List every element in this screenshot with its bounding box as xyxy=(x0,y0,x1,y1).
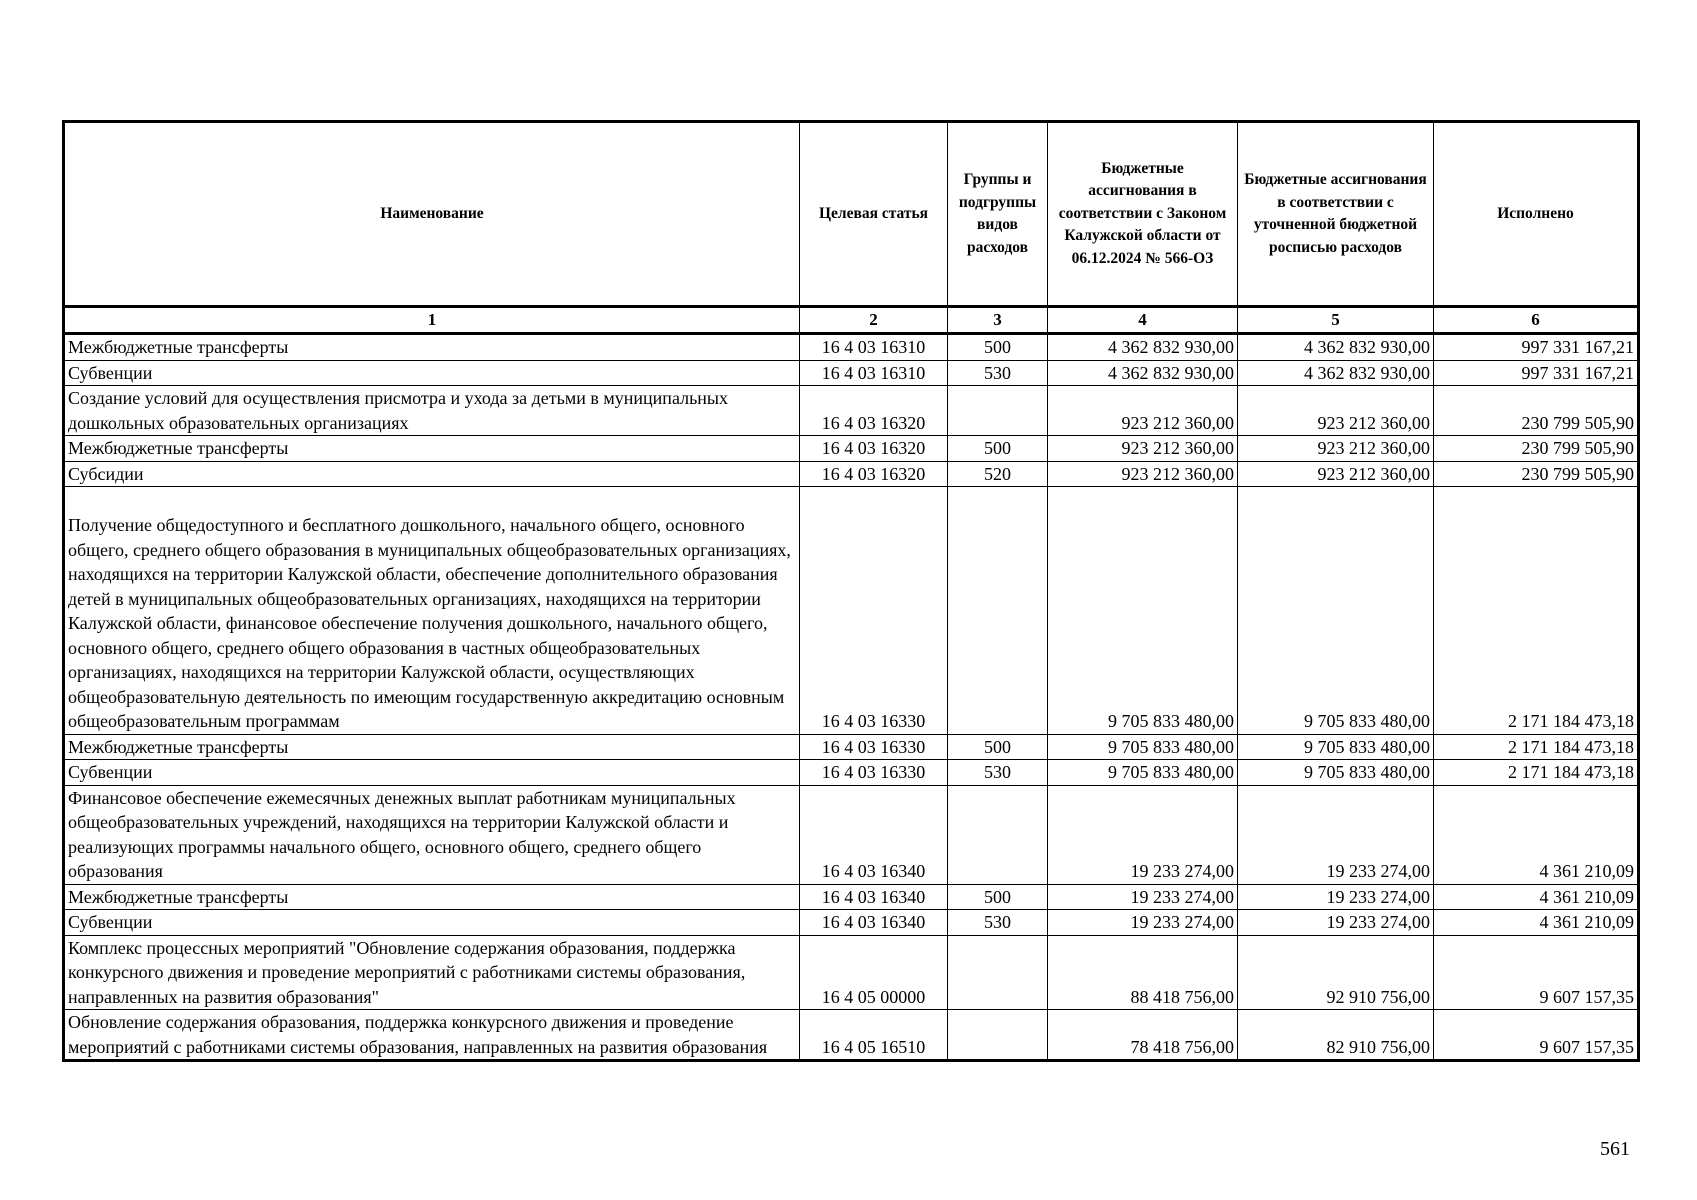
row-refined-allocation: 19 233 274,00 xyxy=(1238,910,1434,936)
row-law-allocation: 19 233 274,00 xyxy=(1048,785,1238,884)
row-law-allocation: 9 705 833 480,00 xyxy=(1048,487,1238,735)
row-law-allocation: 923 212 360,00 xyxy=(1048,461,1238,487)
header-expense-groups: Группы и подгруппы видов расходов xyxy=(948,122,1048,307)
row-name: Субвенции xyxy=(64,760,800,786)
row-expense-group: 500 xyxy=(948,734,1048,760)
row-executed: 230 799 505,90 xyxy=(1434,436,1639,462)
row-executed: 4 361 210,09 xyxy=(1434,884,1639,910)
column-number: 6 xyxy=(1434,307,1639,334)
row-expense-group: 500 xyxy=(948,884,1048,910)
row-target-article: 16 4 05 00000 xyxy=(800,935,948,1010)
row-refined-allocation: 4 362 832 930,00 xyxy=(1238,360,1434,386)
column-number: 3 xyxy=(948,307,1048,334)
row-name: Межбюджетные трансферты xyxy=(64,334,800,361)
row-expense-group: 530 xyxy=(948,760,1048,786)
row-expense-group xyxy=(948,935,1048,1010)
row-expense-group xyxy=(948,785,1048,884)
table-row xyxy=(64,386,1639,436)
row-refined-allocation: 923 212 360,00 xyxy=(1238,436,1434,462)
row-refined-allocation: 19 233 274,00 xyxy=(1238,884,1434,910)
row-executed: 997 331 167,21 xyxy=(1434,360,1639,386)
table-row xyxy=(64,910,1639,936)
table-row xyxy=(64,1010,1639,1061)
row-expense-group: 500 xyxy=(948,334,1048,361)
row-law-allocation: 9 705 833 480,00 xyxy=(1048,734,1238,760)
row-target-article: 16 4 05 16510 xyxy=(800,1010,948,1061)
row-refined-allocation: 82 910 756,00 xyxy=(1238,1010,1434,1061)
row-executed: 230 799 505,90 xyxy=(1434,386,1639,436)
row-target-article: 16 4 03 16340 xyxy=(800,884,948,910)
row-name: Субсидии xyxy=(64,461,800,487)
table-row xyxy=(64,785,1639,884)
row-expense-group: 530 xyxy=(948,360,1048,386)
row-law-allocation: 19 233 274,00 xyxy=(1048,884,1238,910)
row-expense-group: 530 xyxy=(948,910,1048,936)
column-number-row xyxy=(64,307,1639,334)
row-target-article: 16 4 03 16340 xyxy=(800,910,948,936)
table-row xyxy=(64,360,1639,386)
row-name: Межбюджетные трансферты xyxy=(64,436,800,462)
row-target-article: 16 4 03 16330 xyxy=(800,487,948,735)
row-executed: 2 171 184 473,18 xyxy=(1434,734,1639,760)
row-executed: 2 171 184 473,18 xyxy=(1434,487,1639,735)
row-refined-allocation: 9 705 833 480,00 xyxy=(1238,734,1434,760)
header-executed: Исполнено xyxy=(1434,122,1639,307)
column-number: 1 xyxy=(64,307,800,334)
row-law-allocation: 78 418 756,00 xyxy=(1048,1010,1238,1061)
table-row xyxy=(64,334,1639,361)
row-expense-group xyxy=(948,1010,1048,1061)
table-row xyxy=(64,760,1639,786)
row-law-allocation: 4 362 832 930,00 xyxy=(1048,334,1238,361)
header-name: Наименование xyxy=(64,122,800,307)
row-target-article: 16 4 03 16330 xyxy=(800,760,948,786)
row-executed: 9 607 157,35 xyxy=(1434,935,1639,1010)
table-row xyxy=(64,734,1639,760)
table-row xyxy=(64,935,1639,1010)
row-law-allocation: 4 362 832 930,00 xyxy=(1048,360,1238,386)
row-law-allocation: 19 233 274,00 xyxy=(1048,910,1238,936)
table-row xyxy=(64,436,1639,462)
table-row xyxy=(64,461,1639,487)
row-refined-allocation: 9 705 833 480,00 xyxy=(1238,487,1434,735)
row-executed: 997 331 167,21 xyxy=(1434,334,1639,361)
row-expense-group xyxy=(948,386,1048,436)
row-target-article: 16 4 03 16340 xyxy=(800,785,948,884)
header-law-allocations: Бюджетные ассигнования в соответствии с Законом Калужской области от 06.12.2024 № 566-ОЗ xyxy=(1048,122,1238,307)
table-row xyxy=(64,884,1639,910)
row-law-allocation: 9 705 833 480,00 xyxy=(1048,760,1238,786)
budget-table xyxy=(62,120,1640,1062)
row-law-allocation: 88 418 756,00 xyxy=(1048,935,1238,1010)
row-law-allocation: 923 212 360,00 xyxy=(1048,436,1238,462)
row-law-allocation: 923 212 360,00 xyxy=(1048,386,1238,436)
table-row xyxy=(64,487,1639,735)
row-name: Создание условий для осуществления присмотра и ухода за детьми в муниципальных дошкольных образовательных организациях xyxy=(64,386,800,436)
column-number: 2 xyxy=(800,307,948,334)
row-refined-allocation: 923 212 360,00 xyxy=(1238,386,1434,436)
row-name: Субвенции xyxy=(64,910,800,936)
row-expense-group: 520 xyxy=(948,461,1048,487)
row-refined-allocation: 9 705 833 480,00 xyxy=(1238,760,1434,786)
row-expense-group: 500 xyxy=(948,436,1048,462)
row-name: Субвенции xyxy=(64,360,800,386)
header-target-article: Целевая статья xyxy=(800,122,948,307)
row-refined-allocation: 923 212 360,00 xyxy=(1238,461,1434,487)
row-name: Получение общедоступного и бесплатного дошкольного, начального общего, основного общего, среднего общего образования в муниципальных общеобразовательных организациях, находящихся на территории Калужской области, обеспечение дополнительного образования детей в муниципальных общеобразовательных организациях, находящихся на территории Калужской области, финансовое обеспечение получения дошкольного, начального общего, основного общего, среднего общего образования в частных общеобразовательных организациях, находящихся на территории Калужской области, осуществляющих общеобразовательную деятельность по имеющим государственную аккредитацию основным общеобразовательным программам xyxy=(64,487,800,735)
page-number: 561 xyxy=(1600,1138,1630,1160)
row-name: Межбюджетные трансферты xyxy=(64,884,800,910)
row-target-article: 16 4 03 16320 xyxy=(800,461,948,487)
header-row xyxy=(64,122,1639,307)
row-refined-allocation: 92 910 756,00 xyxy=(1238,935,1434,1010)
row-executed: 9 607 157,35 xyxy=(1434,1010,1639,1061)
row-target-article: 16 4 03 16320 xyxy=(800,386,948,436)
row-refined-allocation: 19 233 274,00 xyxy=(1238,785,1434,884)
column-number: 4 xyxy=(1048,307,1238,334)
row-name: Обновление содержания образования, поддержка конкурсного движения и проведение мероприятий с работниками системы образования, направленных на развития образования xyxy=(64,1010,800,1061)
column-number: 5 xyxy=(1238,307,1434,334)
row-target-article: 16 4 03 16310 xyxy=(800,360,948,386)
row-name: Финансовое обеспечение ежемесячных денежных выплат работникам муниципальных общеобразовательных учреждений, находящихся на территории Калужской области и реализующих программы начального общего, основного общего, среднего общего образования xyxy=(64,785,800,884)
row-name: Межбюджетные трансферты xyxy=(64,734,800,760)
row-executed: 4 361 210,09 xyxy=(1434,910,1639,936)
row-target-article: 16 4 03 16310 xyxy=(800,334,948,361)
row-name: Комплекс процессных мероприятий "Обновление содержания образования, поддержка конкурсного движения и проведение мероприятий с работниками системы образования, направленных на развития образования" xyxy=(64,935,800,1010)
row-executed: 4 361 210,09 xyxy=(1434,785,1639,884)
row-executed: 230 799 505,90 xyxy=(1434,461,1639,487)
row-expense-group xyxy=(948,487,1048,735)
row-executed: 2 171 184 473,18 xyxy=(1434,760,1639,786)
header-refined-allocations: Бюджетные ассигнования в соответствии с уточненной бюджетной росписью расходов xyxy=(1238,122,1434,307)
row-target-article: 16 4 03 16320 xyxy=(800,436,948,462)
row-target-article: 16 4 03 16330 xyxy=(800,734,948,760)
row-refined-allocation: 4 362 832 930,00 xyxy=(1238,334,1434,361)
